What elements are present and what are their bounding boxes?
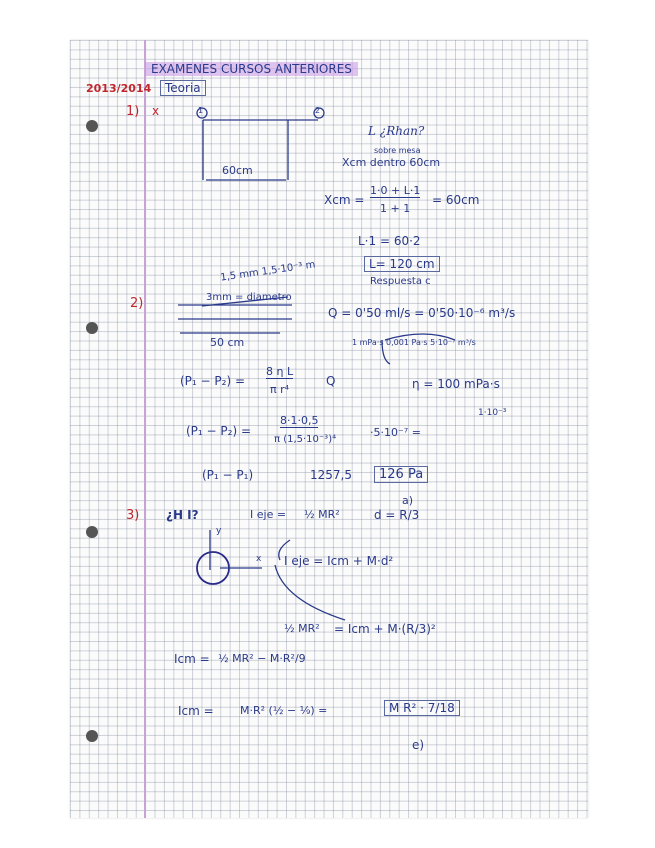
axis-y-label: y bbox=[216, 526, 222, 536]
viscosity-note: 1 mPa·s 0,001 Pa·s 5·10⁻⁷ m³/s bbox=[352, 338, 476, 347]
distance-label: 60cm bbox=[222, 164, 253, 177]
icm2-lhs: Icm = bbox=[178, 704, 214, 718]
diameter-note: 3mm = diametro bbox=[206, 292, 292, 303]
side-value: 1·10⁻³ bbox=[478, 408, 507, 418]
eq2-lhs: ½ MR² bbox=[284, 622, 320, 635]
tube-length: 50 cm bbox=[210, 336, 245, 349]
note-top: sobre mesa bbox=[374, 146, 421, 155]
half-mr2: ½ MR² bbox=[304, 508, 340, 521]
steiner-equation: I eje = Icm + M·d² bbox=[284, 554, 394, 568]
eta-value: η = 100 mPa·s bbox=[412, 377, 500, 391]
answer-3-letter: e) bbox=[412, 738, 425, 752]
answer-2-letter: a) bbox=[402, 494, 414, 507]
flow-rate: Q = 0'50 ml/s = 0'50·10⁻⁶ m³/s bbox=[328, 306, 516, 320]
problem-3-number: 3) bbox=[126, 508, 140, 523]
axis-x-label: x bbox=[256, 554, 262, 564]
eq-general-lhs: (P₁ − P₂) = bbox=[180, 374, 246, 388]
question-label: L ¿Rhan? bbox=[368, 124, 425, 138]
answer-3-boxed: M R² · 7/18 bbox=[384, 700, 460, 716]
distance-d: d = R/3 bbox=[374, 508, 420, 522]
eq-result-value: 1257,5 bbox=[310, 468, 352, 482]
eq-general-q: Q bbox=[326, 374, 336, 388]
formula-xcm-label: Xcm = bbox=[324, 193, 365, 207]
equation-l: L·1 = 60·2 bbox=[358, 234, 421, 248]
point-1-label: 1 bbox=[198, 106, 204, 115]
hand-drawn-figures bbox=[70, 40, 588, 818]
eq-sub-factor: ·5·10⁻⁷ = bbox=[370, 426, 421, 439]
section-label: Teoria bbox=[160, 80, 206, 96]
eq-general-den: π r⁴ bbox=[270, 383, 290, 396]
point-2-label: 2 bbox=[315, 106, 321, 115]
derivation-arrow bbox=[275, 565, 345, 620]
note-xcm: Xcm dentro 60cm bbox=[342, 156, 441, 169]
eq-sub-lhs: (P₁ − P₂) = bbox=[186, 424, 252, 438]
i-axis-label: I eje = bbox=[250, 508, 287, 521]
problem-3-question: ¿H I? bbox=[166, 508, 199, 522]
eq-result-lhs: (P₁ − P₁) bbox=[202, 468, 254, 482]
formula-denominator: 1 + 1 bbox=[380, 202, 411, 215]
answer-2-boxed: 126 Pa bbox=[374, 466, 428, 483]
problem-1-number: 1) bbox=[126, 104, 140, 119]
eq-sub-num: 8·1·0,5 bbox=[280, 414, 319, 427]
eq-general-num: 8 η L bbox=[266, 365, 294, 378]
year-label: 2013/2014 bbox=[86, 82, 152, 95]
icm-rhs: ½ MR² − M·R²/9 bbox=[218, 652, 306, 665]
eq-sub-den: π (1,5·10⁻³)⁴ bbox=[274, 434, 337, 445]
eq2-rhs: = Icm + M·(R/3)² bbox=[334, 622, 436, 636]
radius-note: 1,5 mm 1,5·10⁻³ m bbox=[219, 259, 317, 284]
answer-1-boxed: L= 120 cm bbox=[364, 256, 440, 272]
page-title: EXAMENES CURSOS ANTERIORES bbox=[145, 62, 358, 76]
formula-result: = 60cm bbox=[432, 193, 480, 207]
icm2-mid: M·R² (½ − ⅑) = bbox=[240, 704, 328, 717]
problem-1-mark: x bbox=[152, 104, 160, 118]
formula-numerator: 1·0 + L·1 bbox=[370, 184, 421, 197]
icm-lhs: Icm = bbox=[174, 652, 210, 666]
problem-2-number: 2) bbox=[130, 296, 144, 311]
notebook-page bbox=[70, 40, 588, 818]
answer-1-note: Respuesta c bbox=[370, 276, 431, 287]
